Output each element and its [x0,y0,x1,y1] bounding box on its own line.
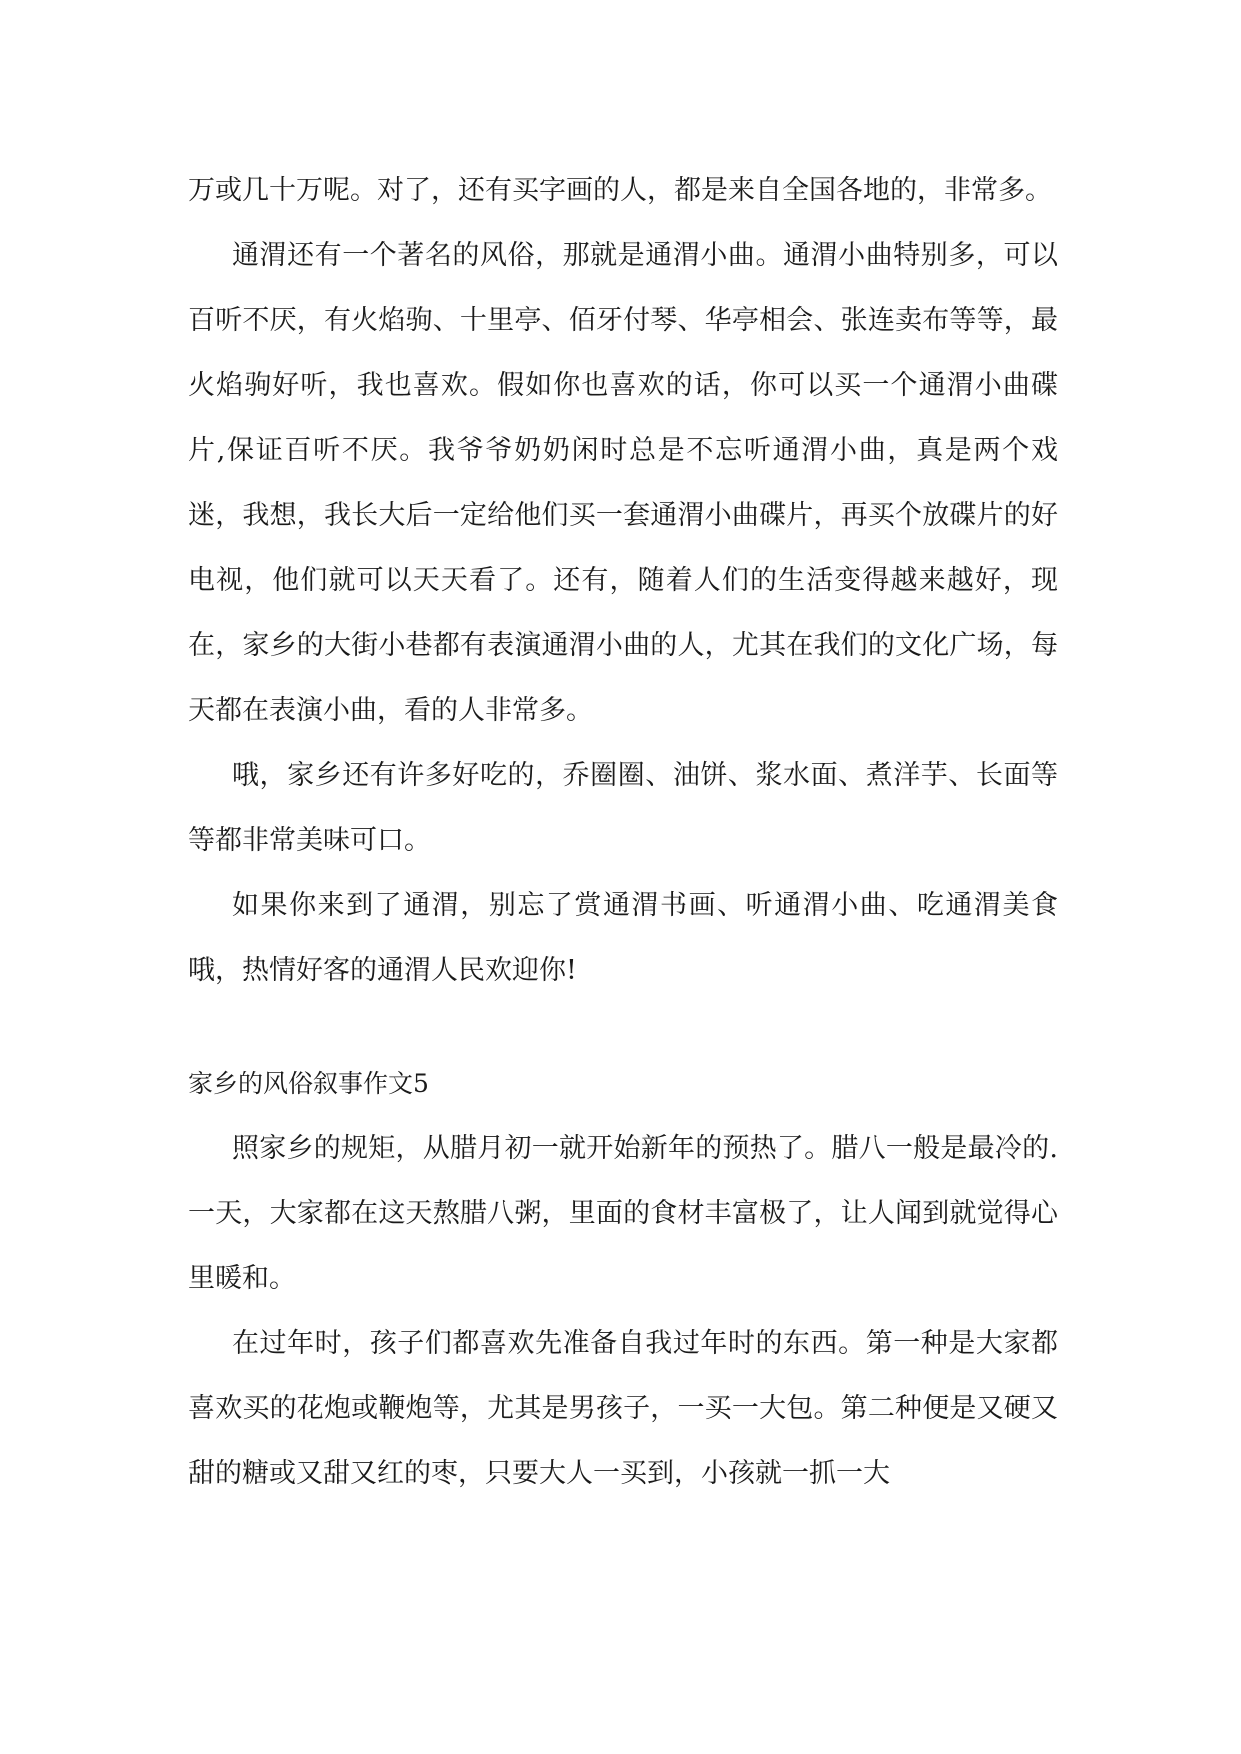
paragraph-new-year-prep: 在过年时，孩子们都喜欢先准备自我过年时的东西。第一种是大家都喜欢买的花炮或鞭炮等，尤其是男孩子，一买一大包。第二种便是又硬又甜的糖或又甜又红的枣，只要大人一买到，小孩就一抓一大 [188,1328,1058,1489]
paragraph-local-food: 哦，家乡还有许多好吃的，乔圈圈、油饼、浆水面、煮洋芋、长面等等都非常美味可口。 [188,760,1058,856]
paragraph-welcome: 如果你来到了通渭，别忘了赏通渭书画、听通渭小曲、吃通渭美食哦，热情好客的通渭人民欢迎你! [188,890,1058,986]
paragraph-tongwei-opera: 通渭还有一个著名的风俗，那就是通渭小曲。通渭小曲特别多，可以百听不厌，有火焰驹、十里亭、佰牙付琴、华亭相会、张连卖布等等，最火焰驹好听，我也喜欢。假如你也喜欢的话，你可以买一个通渭小曲碟片,保证百听不厌。我爷爷奶奶闲时总是不忘听通渭小曲，真是两个戏迷，我想，我长大后一定给他们买一套通渭小曲碟片，再买个放碟片的好电视，他们就可以天天看了。还有，随着人们的生活变得越来越好，现在，家乡的大街小巷都有表演通渭小曲的人，尤其在我们的文化广场，每天都在表演小曲，看的人非常多。 [188,240,1058,726]
paragraph-continuation: 万或几十万呢。对了，还有买字画的人，都是来自全国各地的，非常多。 [188,175,1052,206]
document-page [188,158,1058,1506]
paragraph-laba: 照家乡的规矩，从腊月初一就开始新年的预热了。腊八一般是最冷的.一天，大家都在这天熬腊八粥，里面的食材丰富极了，让人闻到就觉得心里暖和。 [188,1133,1058,1294]
section-heading: 家乡的风俗叙事作文5 [188,1069,429,1098]
